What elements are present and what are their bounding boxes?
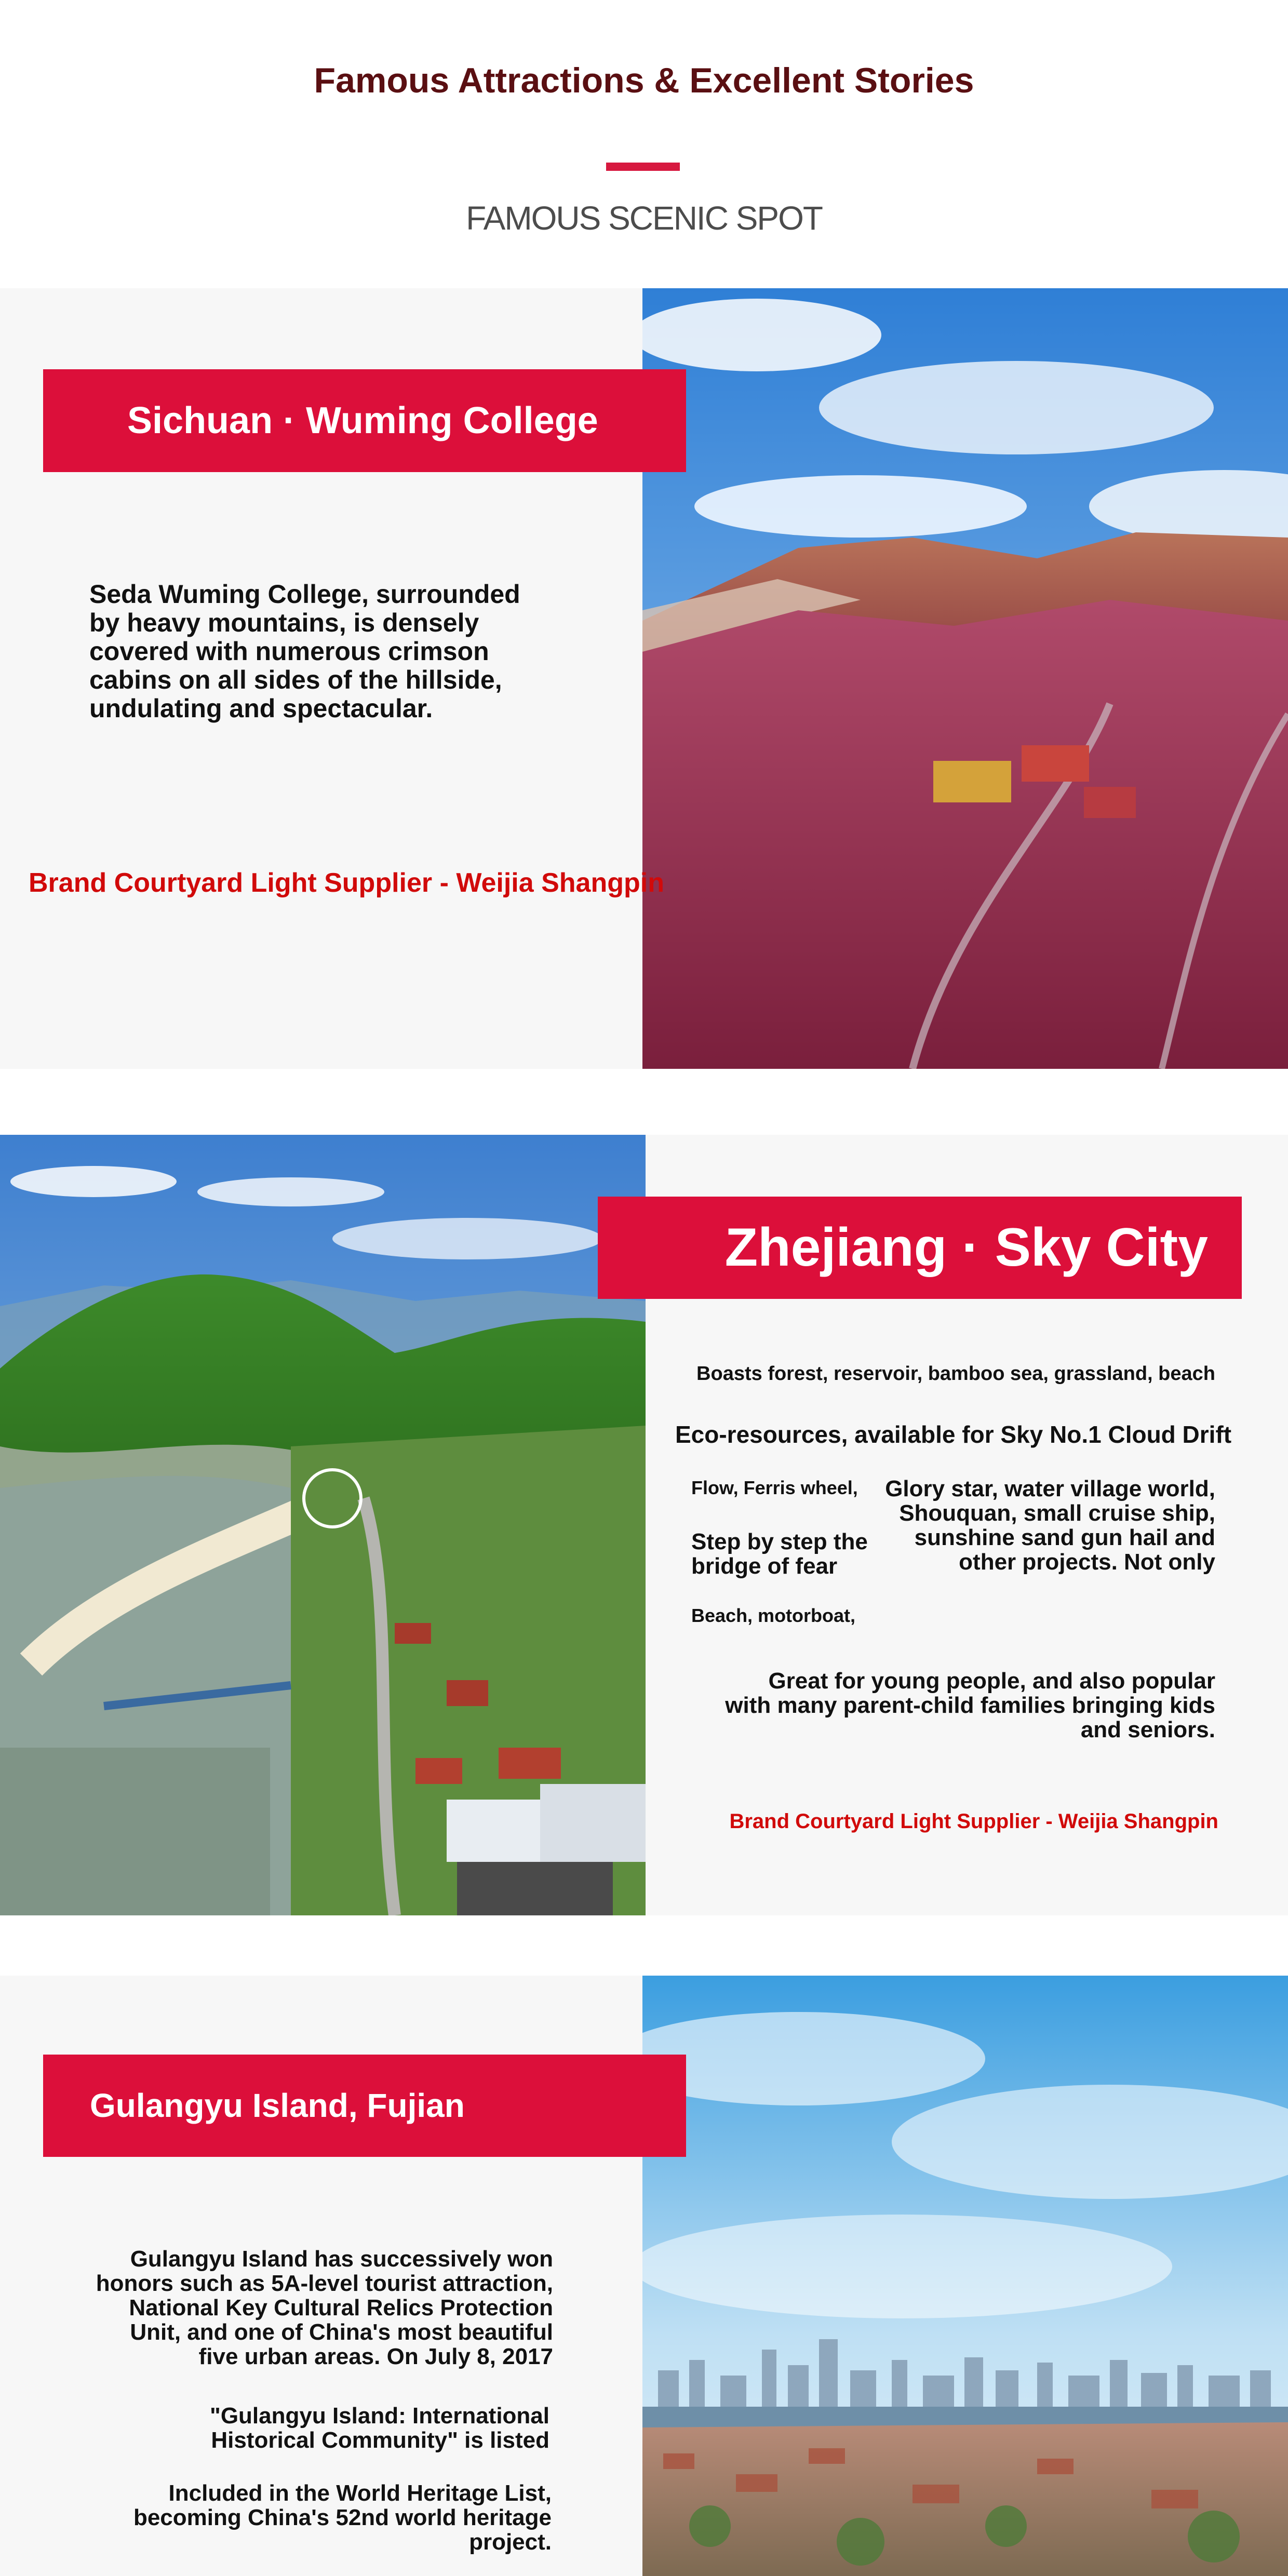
sichuan-description: Seda Wuming College, surrounded by heavy mountains, is densely covered with numerous crimson cabins on all sides of the hillside, undulating and spectacular. (89, 580, 520, 723)
zhejiang-line-1: Boasts forest, reservoir, bamboo sea, grassland, beach (696, 1363, 1215, 1385)
banner-sichuan (43, 369, 686, 472)
zhejiang-paragraph: Great for young people, and also popular with many parent-child families bringing kids and seniors. (725, 1668, 1215, 1742)
page-title: Famous Attractions & Excellent Stories (314, 61, 974, 100)
fujian-paragraph-1: Gulangyu Island has successively won honors such as 5A-level tourist attraction, National Key Cultural Relics Protection Unit, and one of China's most beautiful five urban areas. On July 8, 2017 (96, 2246, 553, 2369)
zhejiang-left-1: Flow, Ferris wheel, (691, 1477, 858, 1498)
zhejiang-supplier-link[interactable]: Brand Courtyard Light Supplier - Weijia Shangpin (729, 1810, 1218, 1833)
fujian-paragraph-2: "Gulangyu Island: International Historical Community" is listed (209, 2403, 549, 2453)
banner-fujian (43, 2055, 686, 2157)
title-divider (606, 163, 680, 171)
zhejiang-left-2: Step by step the bridge of fear (691, 1529, 868, 1579)
sichuan-supplier-link[interactable]: Brand Courtyard Light Supplier - Weijia Shangpin (29, 868, 664, 898)
banner-zhejiang (598, 1197, 1242, 1299)
banner-fujian-label: Gulangyu Island, Fujian (90, 2087, 465, 2124)
red-cabins-hillside-photo (642, 288, 1288, 1069)
page-subtitle: FAMOUS SCENIC SPOT (466, 199, 822, 237)
banner-zhejiang-label: Zhejiang · Sky City (725, 1217, 1208, 1278)
banner-sichuan-label: Sichuan · Wuming College (127, 400, 598, 441)
zhejiang-left-3: Beach, motorboat, (691, 1605, 856, 1626)
zhejiang-right-1: Glory star, water village world, Shouquan, small cruise ship, sunshine sand gun hail and other projects. Not only (885, 1476, 1215, 1575)
lake-resort-aerial-photo (0, 1135, 646, 1915)
island-city-skyline-photo (642, 1976, 1288, 2576)
zhejiang-line-2: Eco-resources, available for Sky No.1 Cloud Drift (675, 1421, 1232, 1448)
fujian-paragraph-3: Included in the World Heritage List, becoming China's 52nd world heritage project. (133, 2480, 552, 2555)
